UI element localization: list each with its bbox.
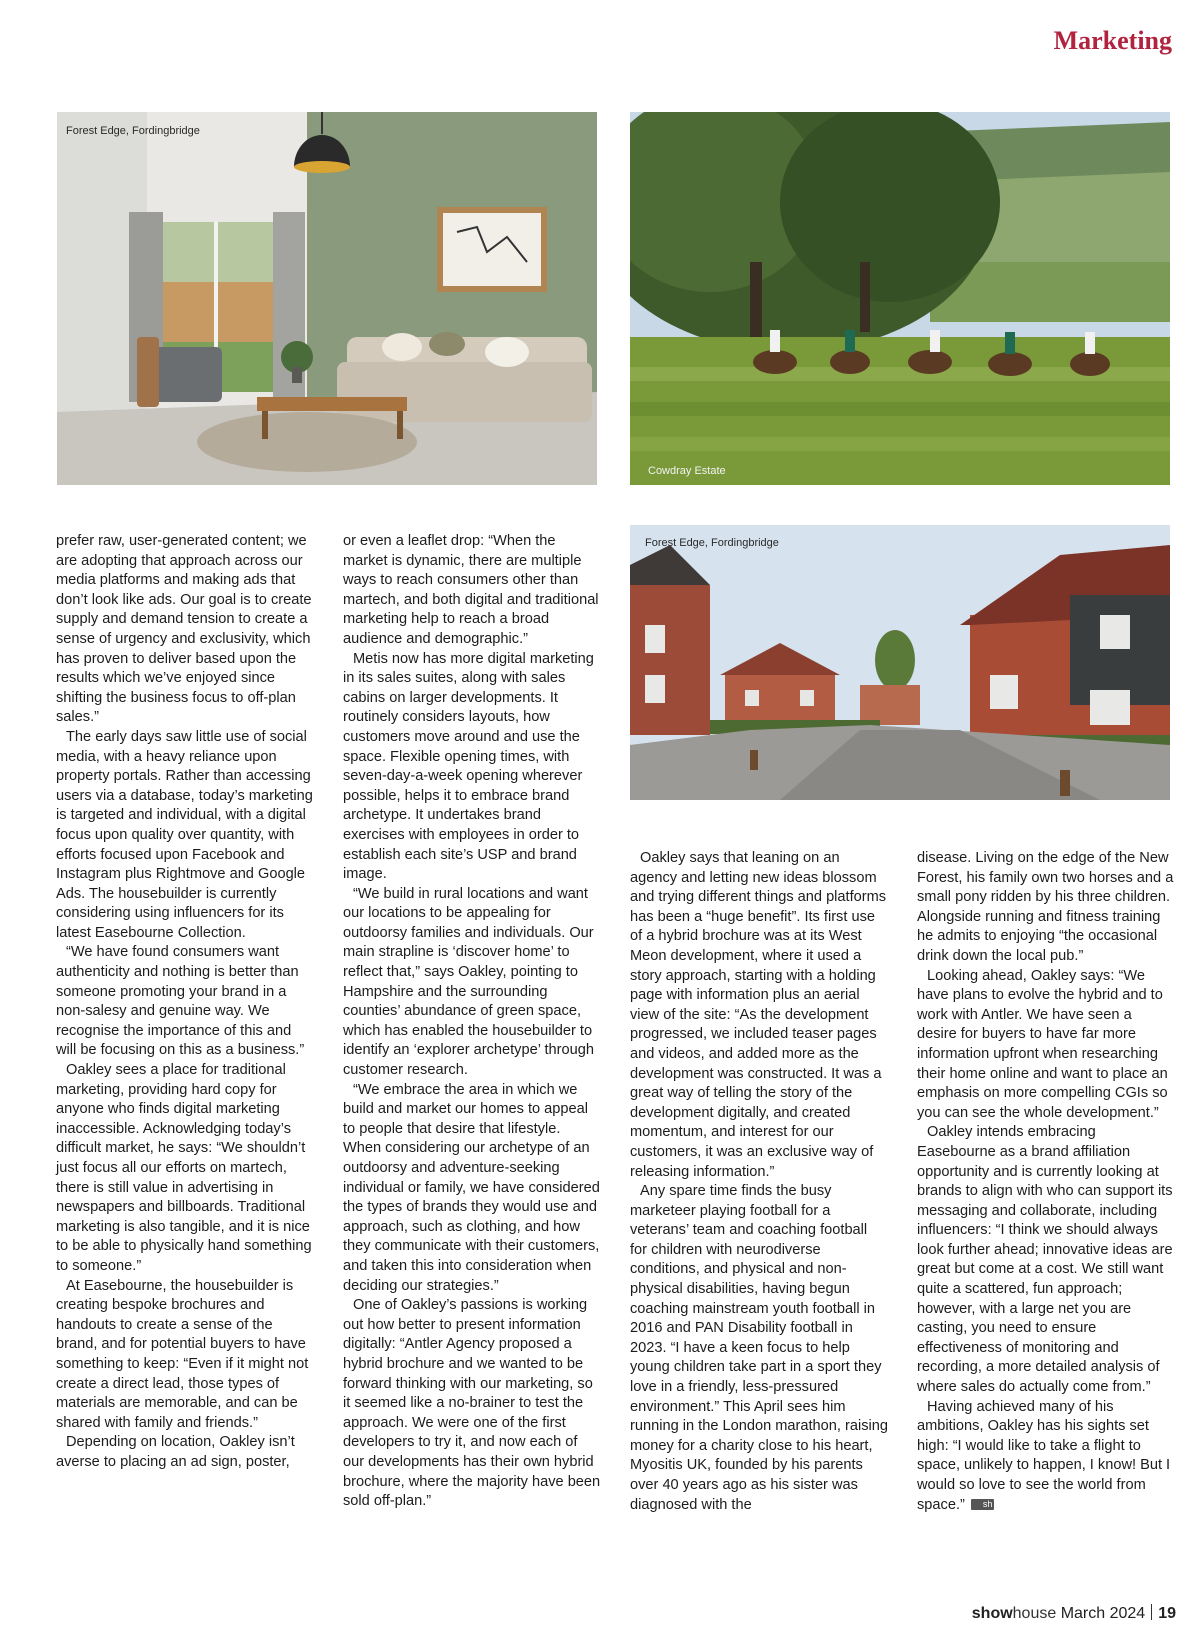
paragraph: The early days saw little use of social media, with a heavy reliance upon property portals. Rather than accessing users via a database, today’s marketing is targeted and individual, with a digital focus upon quality over quantity, with efforts focused upon Facebook and Instagram plus Rightmove and Google Ads. The housebuilder is currently considering using influencers for its latest Easebourne Collection.: [56, 728, 313, 941]
end-mark-icon: sh: [971, 1499, 995, 1510]
page-number: 19: [1158, 1605, 1176, 1622]
page-footer: [972, 1604, 1176, 1623]
footer-issue: March 2024: [1060, 1605, 1146, 1622]
closing-paragraph-text: Having achieved many of his ambitions, Oakley has his sights set high: “I would like to take a flight to space, unlikely to happen, I know! But I would so love to see the world from space.”: [917, 1398, 1171, 1513]
paragraph: [917, 1398, 1175, 1516]
paragraph: Looking ahead, Oakley says: “We have plans to evolve the hybrid and to work with Antler. We have seen a desire for buyers to have far more information upfront when researching their home online and want to place an emphasis on more compelling CGIs so you can see the whole development.”: [917, 967, 1168, 1121]
paragraph: “We have found consumers want authenticity and nothing is better than someone promoting your brand in a non-salesy and genuine way. We recognise the importance of this and will be focusing on this as a business.”: [56, 944, 305, 1059]
article-column-2: [343, 532, 601, 1512]
paragraph: disease. Living on the edge of the New Forest, his family own two horses and a small pony ridden by his three children. Alongside running and fitness training he admits to enjoying “the occasional drink down the local pub.”: [917, 850, 1174, 964]
footer-brand-light: house: [1012, 1605, 1057, 1622]
paragraph: At Easebourne, the housebuilder is creating bespoke brochures and handouts to create a sense of the brand, and for potential buyers to have something to keep: “Even if it might not create a direct lead, those types of materials are memorable, and can be shared with family and friends.”: [56, 1277, 309, 1431]
paragraph: or even a leaflet drop: “When the market is dynamic, there are multiple ways to reach consumers other than martech, and both digital and traditional marketing help to reach a broad audience and demographic.”: [343, 533, 599, 647]
footer-brand-bold: show: [971, 1605, 1013, 1622]
article-column-3: [630, 849, 888, 1515]
paragraph: Oakley intends embracing Easebourne as a brand affiliation opportunity and is currently looking at brands to align with who can support its messaging and collaborate, including influencers: “I think we should always look further ahead; innovative ideas are great but come at a cost. We still want quite a scattered, fun approach; however, with a large net you are casting, you need to ensure effectiveness of monitoring and recording, a more detailed analysis of where sales do actually come from.”: [917, 1124, 1173, 1396]
article-column-4: [917, 849, 1175, 1515]
paragraph: Depending on location, Oakley isn’t averse to placing an ad sign, poster,: [56, 1434, 295, 1470]
paragraph: “We embrace the area in which we build and market our homes to appeal to people that desire that lifestyle. When considering our archetype of an outdoorsy and adventure-seeking individual or family, we have considered the types of brands they would use and approach, such as clothing, and how they communicate with their customers, and taken this into consideration when deciding our strategies.”: [343, 1081, 600, 1294]
footer-divider: [1151, 1604, 1152, 1620]
paragraph: Oakley says that leaning on an agency and letting new ideas blossom and trying different things and platforms has been a “huge benefit”. Its first use of a hybrid brochure was at its West Meon development, where it used a story approach, starting with a holding page with information plus an aerial view of the site: “As the development progressed, we included teaser pages and videos, and added more as the development was constructed. It was a great way of telling the story of the development digitally, and created momentum, and interest for our customers, it was an exclusive way of releasing information.”: [630, 850, 887, 1180]
paragraph: “We build in rural locations and want our locations to be appealing for outdoorsy families and individuals. Our main strapline is ‘discover home’ to reflect that,” says Oakley, pointing to Hampshire and the surrounding counties’ abundance of green space, which has enabled the housebuilder to identify an ‘explorer archetype’ through customer research.: [343, 885, 594, 1079]
paragraph: Metis now has more digital marketing in its sales suites, along with sales cabins on larger developments. It routinely considers layouts, how customers move around and use the space. Flexible opening times, with seven-day-a-week opening wherever possible, helps it to embrace brand archetype. It undertakes brand exercises with employees in order to establish each site’s USP and brand image.: [343, 650, 594, 883]
living-room-photo: [57, 112, 597, 485]
paragraph: Oakley sees a place for traditional marketing, providing hard copy for anyone who finds digital marketing inaccessible. Acknowledging today’s difficult market, he says: “We shouldn’t just focus all our efforts on martech, there is still value in advertising in newspapers and billboards. Traditional marketing is also tangible, and it is nice to be able to physically hand something to someone.”: [56, 1062, 312, 1274]
paragraph: Any spare time finds the busy marketeer playing football for a veterans’ team and coaching football for children with neurodiverse conditions, and physical and non-physical disabilities, having begun coaching mainstream youth football in 2016 and PAN Disability football in 2023. “I have a keen focus to help young children take part in a sport they love in a friendly, less-pressured environment.” This April sees him running in the London marathon, raising money for a charity close to his heart, Myositis UK, founded by his parents over 40 years ago as his sister was diagnosed with the: [630, 1183, 888, 1513]
living-room-caption: Forest Edge, Fordingbridge: [66, 125, 200, 137]
section-title: Marketing: [1053, 26, 1172, 55]
houses-caption: Forest Edge, Fordingbridge: [645, 537, 779, 549]
houses-photo: [630, 525, 1170, 800]
polo-caption: Cowdray Estate: [648, 465, 726, 477]
polo-photo: [630, 112, 1170, 485]
article-column-1: [56, 532, 314, 1473]
paragraph: One of Oakley’s passions is working out how better to present information digitally: “Antler Agency proposed a hybrid brochure and we wanted to be forward thinking with our marketing, so it seemed like a no-brainer to test the approach. We were one of the first developers to try it, and now each of our developments has their own hybrid brochure, where the majority have been sold off-plan.”: [343, 1297, 601, 1510]
paragraph: prefer raw, user-generated content; we are adopting that approach across our media platforms and making ads that don’t look like ads. Our goal is to create supply and demand tension to create a sense of urgency and exclusivity, which has proven to deliver based upon the results which we’ve enjoyed since shifting the business focus to off-plan sales.”: [56, 533, 312, 726]
